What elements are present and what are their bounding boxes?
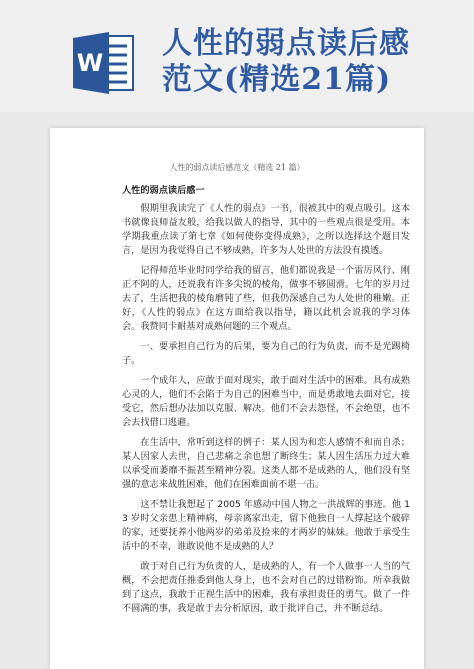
section-title: 人性的弱点读后感一 xyxy=(122,185,205,196)
paragraph: 一个成年人，应敢于面对现实，敢于面对生活中的困难。具有成熟心灵的人，他们不会陷于为自己的困难当中，而是勇敢地去面对它，接受它，然后想办法加以克服、解决。他们不会去怨怪，不会绝望，也不会去找借口逃避。 xyxy=(122,375,410,428)
document-title-line1: 人性的弱点读后感 xyxy=(162,26,410,61)
word-document-icon xyxy=(73,30,137,96)
document-title xyxy=(162,26,462,98)
paragraph: 这不禁让我想起了 2005 年感动中国人物之一洪战辉的事迹。他 13 岁时父亲患上精神病，母亲离家出走，留下他独自一人撑起这个破碎的家，还要抚养小他两岁的弟弟及捡来的才两岁的妹妹。他敢于承受生活中的不幸，谁敢说他不是成熟的人？ xyxy=(122,499,410,552)
running-header: 人性的弱点读后感范文（精选 21 篇） xyxy=(169,163,305,172)
document-body xyxy=(122,184,410,622)
paragraph: 记得师范毕业时同学给我的留言，他们都说我是一个雷厉风行、刚正不阿的人，还说我有许多尖锐的棱角，做事不够圆滑。七年的岁月过去了，生活把我的棱角磨钝了些，但我仍深感自己为人处世的稚嫩。正好，《人性的弱点》在这方面给我以指导，籍以此机会说我的学习体会。我赞同卡耐基对成熟问题的三个观点。 xyxy=(122,265,410,332)
svg-text:W: W xyxy=(76,49,104,77)
document-page xyxy=(50,128,424,669)
paragraph: 在生活中，常听到这样的例子：某人因为和恋人感情不和而自杀；某人因家人去世，自己悲痛之余也想了断终生；某人因生活压力过大难以承受而萎靡不振甚至精神分裂。这类人都不是成熟的人，他们没有坚强的意志来战胜困难，他们在困难面前不堪一击。 xyxy=(122,437,410,490)
banner xyxy=(0,0,474,112)
paragraph: 一、要承担自己行为的后果，要为自己的行为负责，而不是光踢椅子。 xyxy=(122,341,410,366)
paragraph: 假期里我读完了《人性的弱点》一书，很被其中的观点吸引。这本书就像良师益友般，给我以做人的指导，其中的一些观点很是受用。本学期我重点读了第七章《如何使你变得成熟》，之所以选择这个题目发言，是因为我觉得自己不够成熟，许多为人处世的方法没有摸透。 xyxy=(122,203,410,256)
paragraph: 敢于对自己行为负责的人，是成熟的人，有一个人做事一人当的气概，不会把责任推委到他人身上，也不会对自己的过错粉饰。所幸我做到了这点，我敢于正视生活中的困难，我有承担责任的勇气。做了一件不圆满的事，我是敢于去分析原因，敢于批评自己，并不断总结。 xyxy=(122,561,410,614)
document-title-line2: 范文(精选21篇) xyxy=(162,62,392,97)
